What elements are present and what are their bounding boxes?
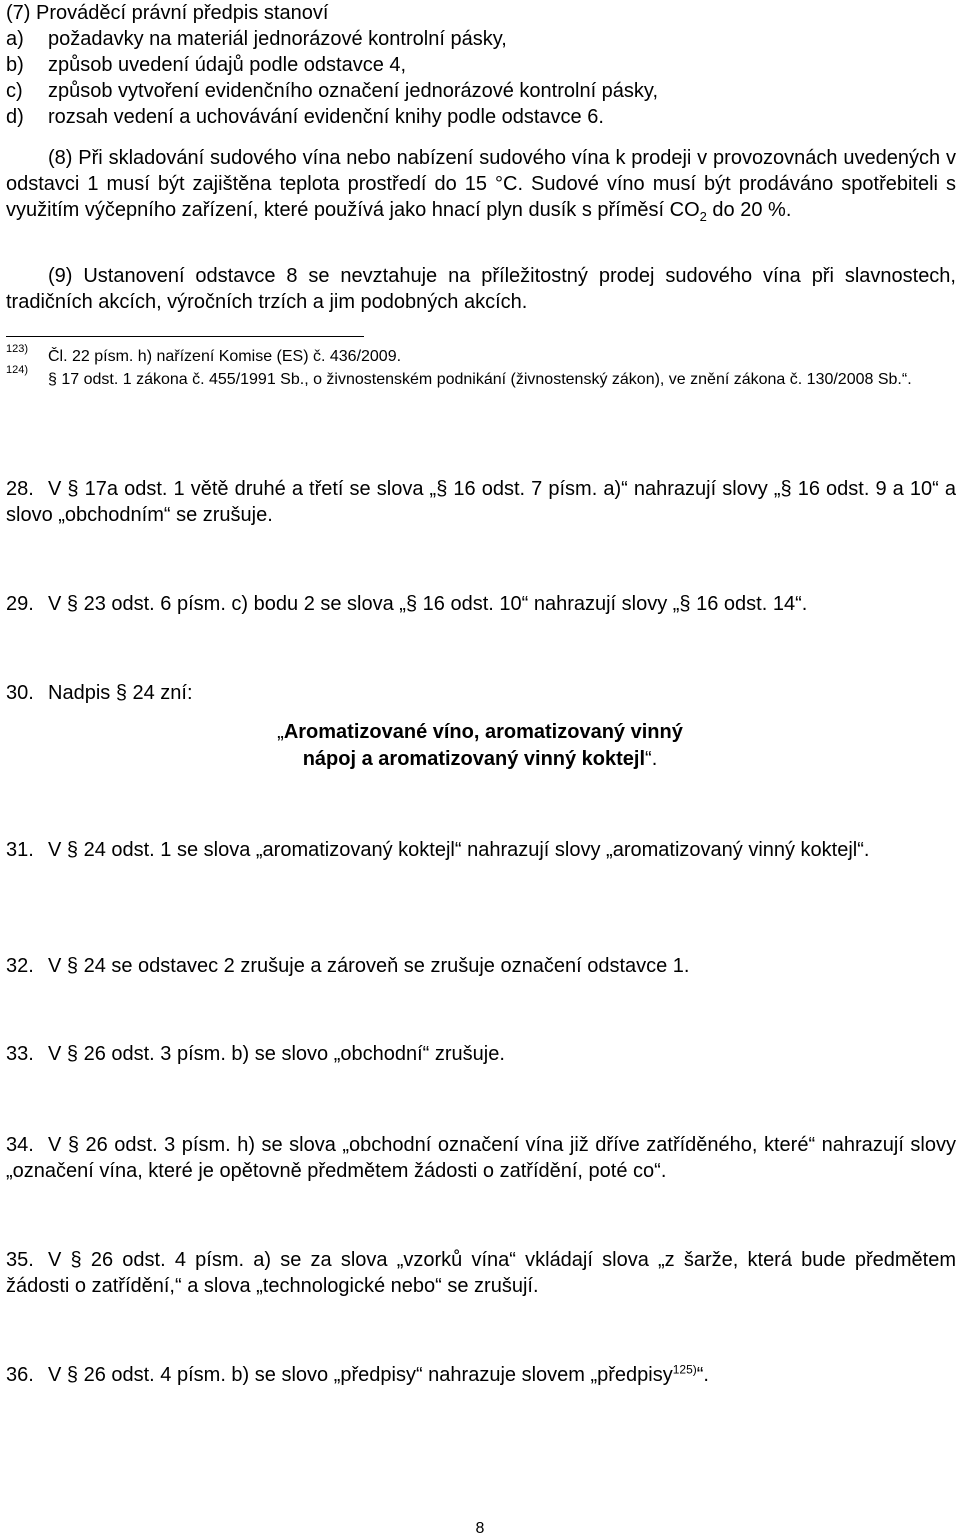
amendment-item	[6, 837, 956, 863]
page-number: 8	[475, 1520, 485, 1537]
amendment-item	[6, 1041, 956, 1067]
footnote-text: Čl. 22 písm. h) nařízení Komise (ES) č. 436/2009.	[48, 348, 402, 365]
amendment-number: 31.	[6, 839, 34, 861]
amendment-number: 34.	[6, 1134, 34, 1156]
para8-text: (8) Při skladování sudového vína nebo nabízení sudového vína k prodeji v provozovnách uvedených v odstavci 1 musí být zajištěna teplota prostředí do 15 °C. Sudové víno musí být prodáváno spotřebiteli s využitím výčepního zařízení, které používá jako hnací plyn dusík s příměsí CO	[6, 147, 956, 221]
amendment-number: 28.	[6, 478, 34, 500]
amendment-number: 36.	[6, 1364, 34, 1386]
list-label: a)	[6, 28, 24, 50]
amendment-item	[6, 1362, 956, 1388]
co2-subscript: 2	[699, 209, 707, 224]
amendment-text-end: “.	[696, 1364, 709, 1386]
amendment-item	[6, 680, 956, 706]
footnote-reference: 125)	[672, 1362, 697, 1377]
amendment-item	[6, 1132, 956, 1184]
amendment-item	[6, 476, 956, 528]
amendment-text: V § 26 odst. 3 písm. b) se slovo „obchodní“ zrušuje.	[48, 1043, 505, 1065]
heading-line-1: Aromatizované víno, aromatizovaný vinný	[283, 721, 683, 743]
list-text: způsob vytvoření evidenčního označení jednorázové kontrolní pásky,	[48, 80, 658, 102]
amendment-item	[6, 1247, 956, 1299]
amendment-number: 30.	[6, 682, 34, 704]
list-label: b)	[6, 54, 24, 76]
amendment-text: V § 26 odst. 4 písm. a) se za slova „vzorků vína“ vkládají slova „z šarže, která bude předmětem žádosti o zatřídění,“ a slova „technologické nebo“ se zrušují.	[6, 1249, 956, 1297]
amendment-number: 35.	[6, 1249, 34, 1271]
amendment-text: V § 23 odst. 6 písm. c) bodu 2 se slova „§ 16 odst. 10“ nahrazují slovy „§ 16 odst. 14“.	[48, 593, 808, 615]
closing-quote: “.	[645, 748, 658, 770]
amendment-item	[6, 591, 956, 617]
para7-item-c	[6, 78, 658, 104]
para7-intro: (7) Prováděcí právní předpis stanoví	[6, 2, 329, 24]
list-text: požadavky na materiál jednorázové kontrolní pásky,	[48, 28, 507, 50]
para9: (9) Ustanovení odstavce 8 se nevztahuje na příležitostný prodej sudového vína při slavnostech, tradičních akcích, výročních trzích a jim podobných akcích.	[6, 265, 956, 313]
amendment-text: V § 26 odst. 4 písm. b) se slovo „předpisy“ nahrazuje slovem „předpisy	[48, 1364, 673, 1386]
para7-item-d	[6, 104, 604, 130]
amendment-text: V § 24 odst. 1 se slova „aromatizovaný koktejl“ nahrazují slovy „aromatizovaný vinný koktejl“.	[48, 839, 870, 861]
para8-text-end: do 20 %.	[706, 199, 792, 221]
amendment-text: Nadpis § 24 zní:	[48, 682, 193, 704]
heading-line-2: nápoj a aromatizovaný vinný koktejl	[302, 748, 646, 770]
list-text: rozsah vedení a uchovávání evidenční knihy podle odstavce 6.	[48, 106, 604, 128]
section-heading-cont	[0, 746, 960, 772]
footnote-number: 124)	[6, 364, 29, 376]
opening-quote: „	[277, 721, 284, 743]
footnote-separator	[6, 336, 364, 337]
amendment-item	[6, 953, 956, 979]
amendment-number: 29.	[6, 593, 34, 615]
para7-item-a	[6, 26, 507, 52]
amendment-text: V § 26 odst. 3 písm. h) se slova „obchodní označení vína již dříve zatříděného, které“ nahrazují slovy „označení vína, které je opětovně předmětem žádosti o zatřídění, poté co“.	[6, 1134, 956, 1182]
para8	[6, 145, 956, 223]
footnote-number: 123)	[6, 343, 29, 355]
list-label: d)	[6, 106, 24, 128]
list-text: způsob uvedení údajů podle odstavce 4,	[48, 54, 407, 76]
list-label: c)	[6, 80, 23, 102]
section-heading	[0, 719, 960, 745]
para7-item-b	[6, 52, 406, 78]
footnote-text: § 17 odst. 1 zákona č. 455/1991 Sb., o živnostenském podnikání (živnostenský zákon), ve znění zákona č. 130/2008 Sb.“.	[48, 371, 912, 388]
amendment-number: 32.	[6, 955, 34, 977]
amendment-text: V § 24 se odstavec 2 zrušuje a zároveň se zrušuje označení odstavce 1.	[48, 955, 690, 977]
amendment-text: V § 17a odst. 1 větě druhé a třetí se slova „§ 16 odst. 7 písm. a)“ nahrazují slovy „§ 16 odst. 9 a 10“ a slovo „obchodním“ se zrušuje.	[6, 478, 956, 526]
amendment-number: 33.	[6, 1043, 34, 1065]
